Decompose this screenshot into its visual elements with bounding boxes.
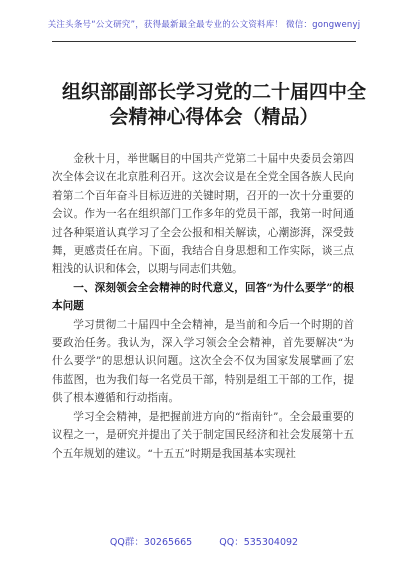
intro-paragraph: 金秋十月，举世瞩目的中国共产党第二十届中央委员会第四次全体会议在北京胜利召开。这次会议是在全党全国各族人民向着第二个百年奋斗目标迈进的关键时期，召开的一次十分重要的会议。作为一名在组织部门工作多年的党员干部，我第一时间通过各种渠道认真学习了全会公报和相关解读，心潮澎湃，深受鼓舞，更感责任在肩。下面，我结合自身思想和工作实际，谈三点粗浅的认识和体会，以期与同志们共勉。	[52, 153, 354, 276]
footer-qq: QQ：535304092	[219, 537, 299, 548]
footer-qq-group: QQ群：30265665	[109, 537, 193, 548]
footer-contact	[0, 534, 408, 548]
section-paragraph-1: 学习贯彻二十届四中全会精神，是当前和今后一个时期的首要政治任务。我认为，深入学习领会全会精神，首先要解决“为什么要学”的思想认识问题。这次全会不仅为国家发展擘画了宏伟蓝图，也为我们每一名党员干部，特别是组工干部的工作，提供了根本遵循和行动指南。	[52, 318, 354, 405]
section-heading: 一、深刻领会全会精神的时代意义，回答“为什么要学”的根本问题	[52, 281, 354, 313]
header-banner: 关注头条号“公文研究”，获得最新最全最专业的公文资料库！ 微信：gongwenyj	[47, 20, 361, 30]
intro-block	[52, 150, 354, 463]
header-divider	[52, 41, 356, 42]
document-title: 组织部副部长学习党的二十届四中全会精神心得体会（精品）	[61, 81, 366, 128]
section-paragraph-2: 学习全会精神，是把握前进方向的“指南针”。全会最重要的议程之一，是研究并提出了关于制定国民经济和社会发展第十五个五年规划的建议。“十五五”时期是我国基本实现社	[52, 410, 354, 460]
